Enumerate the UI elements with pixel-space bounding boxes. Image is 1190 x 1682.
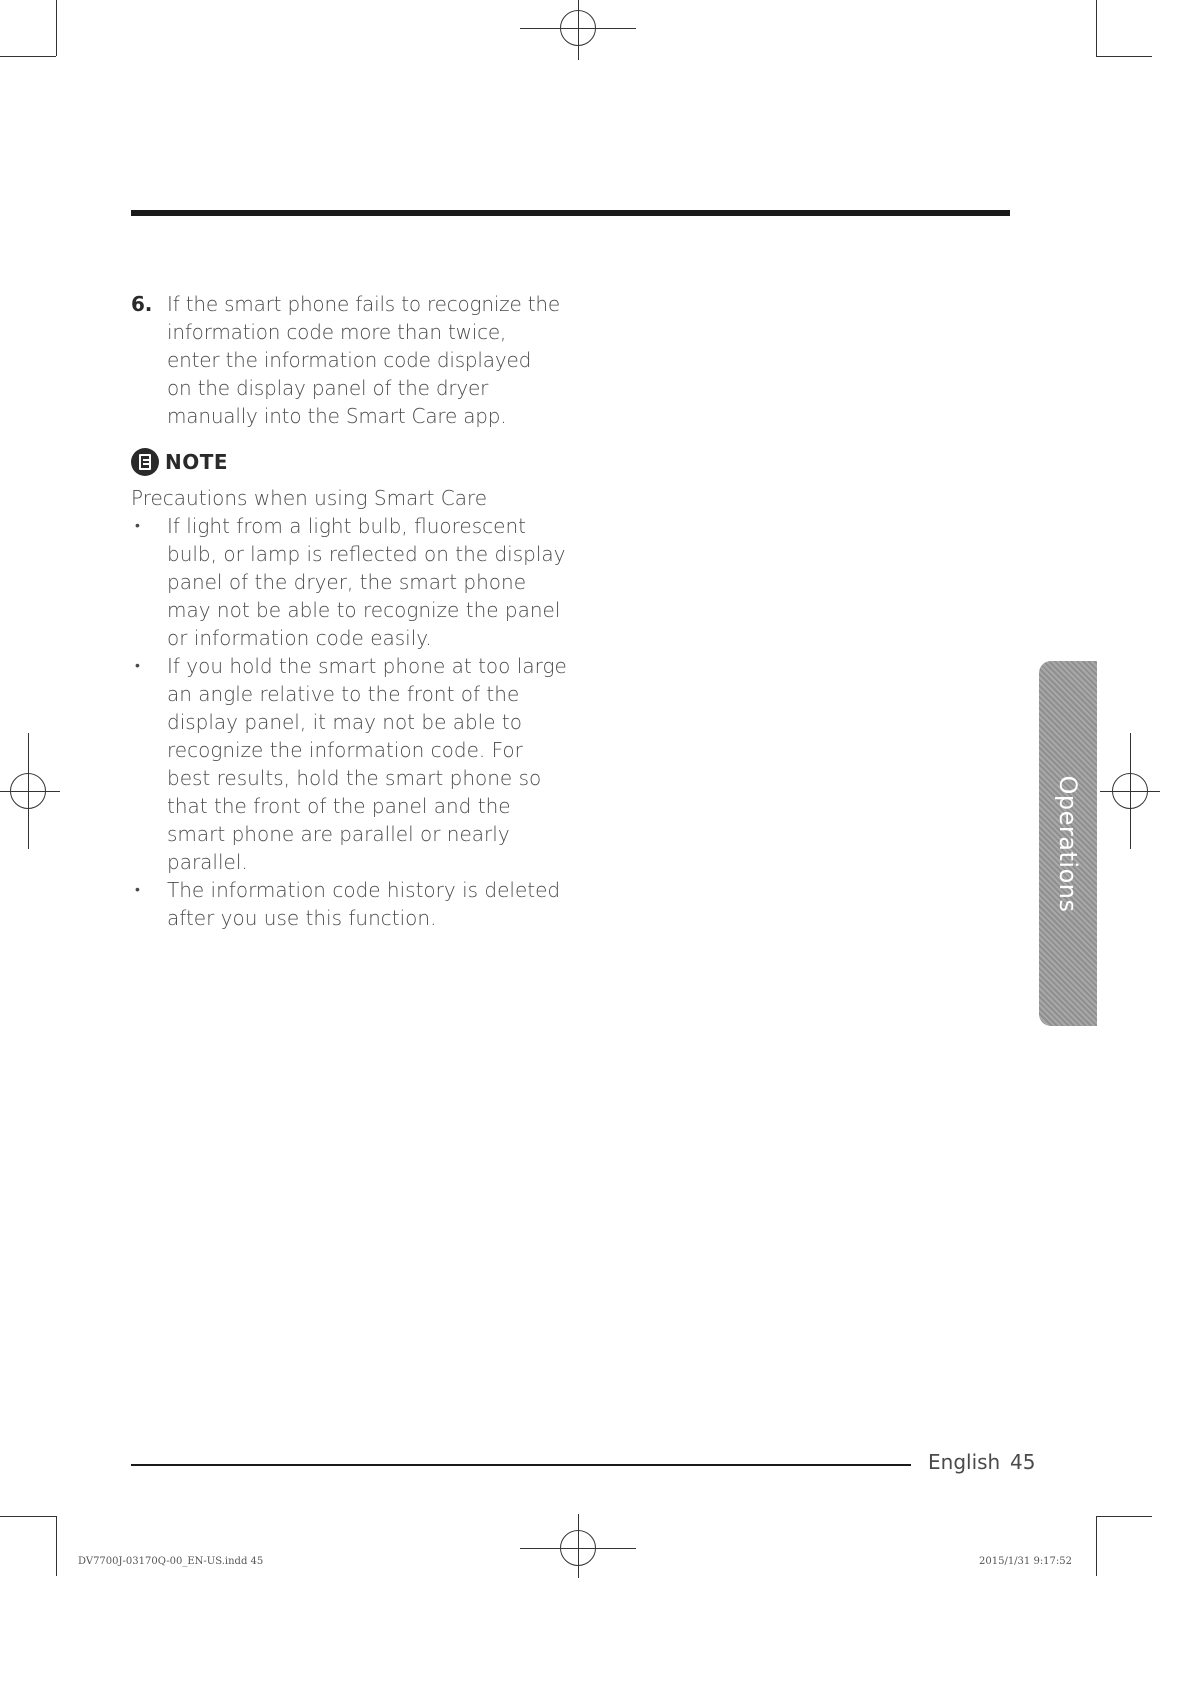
note-header — [131, 446, 228, 478]
step-6 — [131, 290, 561, 430]
note-bullet-list — [131, 512, 571, 932]
list-item — [131, 876, 571, 932]
list-item — [131, 512, 571, 652]
footer-rule — [131, 1464, 911, 1466]
print-slug-file: DV7700J-03170Q-00_EN-US.indd 45 — [78, 1556, 264, 1567]
section-tab-operations — [1039, 661, 1097, 1026]
header-rule — [131, 210, 1010, 216]
print-slug-timestamp: 2015/1/31 9:17:52 — [979, 1556, 1073, 1567]
list-item — [131, 652, 571, 876]
bullet-icon: • — [135, 658, 140, 674]
note-heading: Precautions when using Smart Care — [131, 486, 488, 510]
bullet-icon: • — [135, 518, 140, 534]
bullet-icon: • — [135, 882, 140, 898]
bullet-text: If light from a light bulb, fluorescent bulb, or lamp is reflected on the display panel of the dryer, the smart phone may not be able to recognize the panel or information code easily. — [167, 514, 566, 650]
bullet-text: The information code history is deleted after you use this function. — [167, 878, 561, 930]
section-tab-label: Operations — [1054, 775, 1082, 912]
footer-language: English — [928, 1450, 1001, 1474]
note-label: NOTE — [165, 450, 229, 474]
bullet-text: If you hold the smart phone at too large an angle relative to the front of the display panel, it may not be able to recognize the information code. For best results, hold the smart phone so that the front of the panel and the smart phone are parallel or nearly parallel. — [167, 654, 567, 874]
step-text: If the smart phone fails to recognize the information code more than twice, enter the information code displayed on the display panel of the dryer manually into the Smart Care app. — [167, 292, 560, 428]
page-number: 45 — [1010, 1450, 1036, 1474]
note-icon — [131, 448, 159, 476]
step-number: 6. — [131, 292, 153, 316]
